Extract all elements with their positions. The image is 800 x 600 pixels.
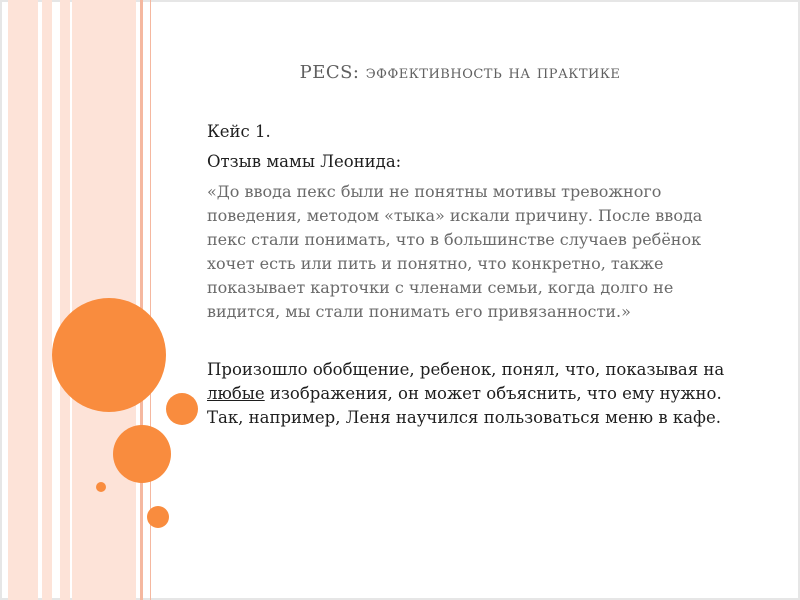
decor-stripe	[42, 0, 52, 600]
slide-title: PECS: эффективность на практике	[299, 62, 621, 83]
review-label: Отзыв мамы Леонида:	[207, 152, 402, 171]
conclusion-text	[207, 358, 727, 430]
review-quote: «До ввода пекс были не понятны мотивы тревожного поведения, методом «тыка» искали причину. После ввода пекс стали понимать, что в большинстве случаев ребёнок хочет есть или пить и понятно, что конкретно, также показывает карточки с членами семьи, когда долго не видится, мы стали понимать его привязанности.»	[207, 182, 703, 321]
case-label: Кейс 1.	[207, 122, 271, 141]
decor-circle	[52, 298, 166, 412]
conclusion-part2: изображения, он может объяснить, что ему нужно. Так, например, Леня научился пользоваться меню в кафе.	[207, 384, 722, 427]
decor-circle	[147, 506, 169, 528]
conclusion-underlined-word: любые	[207, 384, 265, 403]
slide-body	[207, 120, 727, 430]
conclusion-part1: Произошло обобщение, ребенок, понял, что, показывая на	[207, 360, 725, 379]
decor-stripe	[60, 0, 70, 600]
decor-stripe	[8, 0, 38, 600]
decor-circle	[113, 425, 171, 483]
decor-circle	[96, 482, 106, 492]
decor-stripe	[140, 0, 143, 600]
decor-circle	[166, 393, 198, 425]
